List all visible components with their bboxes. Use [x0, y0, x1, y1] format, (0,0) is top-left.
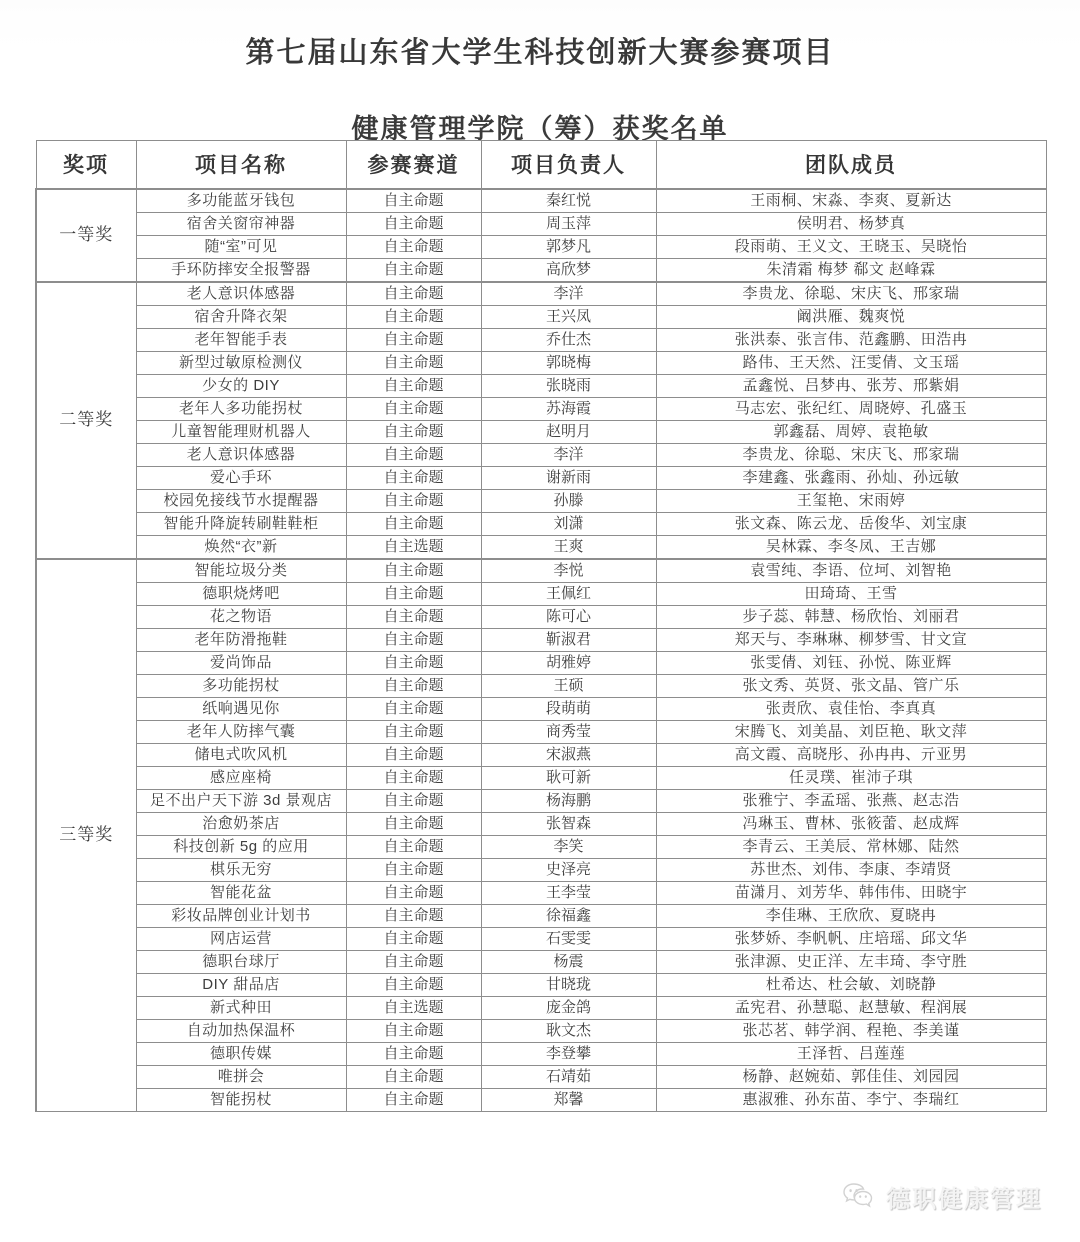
- project-name-cell: 宿舍升降衣架: [136, 305, 346, 328]
- track-cell: 自主命题: [346, 1042, 481, 1065]
- leader-cell: 陈可心: [481, 605, 656, 628]
- leader-cell: 王爽: [481, 535, 656, 559]
- column-header-1: 项目名称: [136, 141, 346, 189]
- project-name-cell: 唯拼会: [136, 1065, 346, 1088]
- members-cell: 吴林霖、李冬凤、王吉娜: [656, 535, 1046, 559]
- leader-cell: 郭梦凡: [481, 235, 656, 258]
- leader-cell: 耿文杰: [481, 1019, 656, 1042]
- leader-cell: 王李莹: [481, 881, 656, 904]
- table-row: [36, 927, 1046, 950]
- project-name-cell: 宿舍关窗帘神器: [136, 212, 346, 235]
- track-cell: 自主命题: [346, 789, 481, 812]
- track-cell: 自主命题: [346, 258, 481, 282]
- members-cell: 郑天与、李琳琳、柳梦雪、甘文宣: [656, 628, 1046, 651]
- track-cell: 自主命题: [346, 720, 481, 743]
- table-row: [36, 466, 1046, 489]
- project-name-cell: 老人意识体感器: [136, 282, 346, 306]
- project-name-cell: 儿童智能理财机器人: [136, 420, 346, 443]
- members-cell: 李贵龙、徐聪、宋庆飞、邢家瑞: [656, 443, 1046, 466]
- members-cell: 孟鑫悦、吕梦冉、张芳、邢紫娟: [656, 374, 1046, 397]
- leader-cell: 史泽亮: [481, 858, 656, 881]
- members-cell: 高文霞、高晓彤、孙冉冉、亓亚男: [656, 743, 1046, 766]
- project-name-cell: 德职台球厅: [136, 950, 346, 973]
- leader-cell: 李洋: [481, 443, 656, 466]
- track-cell: 自主命题: [346, 743, 481, 766]
- table-row: [36, 535, 1046, 559]
- track-cell: 自主命题: [346, 1065, 481, 1088]
- leader-cell: 周玉萍: [481, 212, 656, 235]
- track-cell: 自主命题: [346, 305, 481, 328]
- table-row: [36, 489, 1046, 512]
- track-cell: 自主命题: [346, 812, 481, 835]
- project-name-cell: 自动加热保温杯: [136, 1019, 346, 1042]
- project-name-cell: 智能升降旋转刷鞋鞋柜: [136, 512, 346, 535]
- table-row: [36, 189, 1046, 213]
- project-name-cell: 花之物语: [136, 605, 346, 628]
- table-row: [36, 605, 1046, 628]
- members-cell: 苏世杰、刘伟、李康、李靖贤: [656, 858, 1046, 881]
- track-cell: 自主命题: [346, 973, 481, 996]
- members-cell: 李佳琳、王欣欣、夏晓冉: [656, 904, 1046, 927]
- track-cell: 自主命题: [346, 282, 481, 306]
- members-cell: 李贵龙、徐聪、宋庆飞、邢家瑞: [656, 282, 1046, 306]
- table-row: [36, 651, 1046, 674]
- table-row: [36, 420, 1046, 443]
- members-cell: 侯明君、杨梦真: [656, 212, 1046, 235]
- watermark-text: 德职健康管理: [886, 1186, 1042, 1213]
- track-cell: 自主命题: [346, 328, 481, 351]
- members-cell: 张雅宁、李孟瑶、张燕、赵志浩: [656, 789, 1046, 812]
- award-group-cell: 一等奖: [36, 189, 136, 282]
- project-name-cell: 智能垃圾分类: [136, 559, 346, 583]
- award-group-cell: 二等奖: [36, 282, 136, 559]
- project-name-cell: 随“室”可见: [136, 235, 346, 258]
- project-name-cell: 校园免接线节水提醒器: [136, 489, 346, 512]
- table-row: [36, 328, 1046, 351]
- track-cell: 自主命题: [346, 420, 481, 443]
- members-cell: 郭鑫磊、周婷、袁艳敏: [656, 420, 1046, 443]
- table-row: [36, 397, 1046, 420]
- leader-cell: 郭晓梅: [481, 351, 656, 374]
- track-cell: 自主命题: [346, 927, 481, 950]
- members-cell: 王泽哲、吕莲莲: [656, 1042, 1046, 1065]
- table-row: [36, 996, 1046, 1019]
- table-row: [36, 812, 1046, 835]
- leader-cell: 王佩红: [481, 582, 656, 605]
- leader-cell: 李洋: [481, 282, 656, 306]
- table-row: [36, 235, 1046, 258]
- leader-cell: 段萌萌: [481, 697, 656, 720]
- table-row: [36, 374, 1046, 397]
- members-cell: 李建鑫、张鑫雨、孙灿、孙远敏: [656, 466, 1046, 489]
- table-row: [36, 1019, 1046, 1042]
- track-cell: 自主选题: [346, 535, 481, 559]
- project-name-cell: 德职传媒: [136, 1042, 346, 1065]
- table-row: [36, 697, 1046, 720]
- project-name-cell: DIY 甜品店: [136, 973, 346, 996]
- award-group-cell: 三等奖: [36, 559, 136, 1112]
- leader-cell: 刘潇: [481, 512, 656, 535]
- table-row: [36, 1042, 1046, 1065]
- members-cell: 张芯茗、韩学润、程艳、李美谨: [656, 1019, 1046, 1042]
- project-name-cell: 新式种田: [136, 996, 346, 1019]
- leader-cell: 徐福鑫: [481, 904, 656, 927]
- column-header-4: 团队成员: [656, 141, 1046, 189]
- leader-cell: 宋淑燕: [481, 743, 656, 766]
- leader-cell: 张智森: [481, 812, 656, 835]
- table-row: [36, 1088, 1046, 1111]
- table-row: [36, 1065, 1046, 1088]
- leader-cell: 李笑: [481, 835, 656, 858]
- track-cell: 自主命题: [346, 559, 481, 583]
- track-cell: 自主命题: [346, 950, 481, 973]
- members-cell: 张文森、陈云龙、岳俊华、刘宝康: [656, 512, 1046, 535]
- members-cell: 张洪泰、张言伟、范鑫鹏、田浩冉: [656, 328, 1046, 351]
- project-name-cell: 科技创新 5g 的应用: [136, 835, 346, 858]
- track-cell: 自主命题: [346, 858, 481, 881]
- leader-cell: 杨震: [481, 950, 656, 973]
- column-header-0: 奖项: [36, 141, 136, 189]
- column-header-2: 参赛赛道: [346, 141, 481, 189]
- leader-cell: 高欣梦: [481, 258, 656, 282]
- track-cell: 自主命题: [346, 1019, 481, 1042]
- members-cell: 张责欣、袁佳怡、李真真: [656, 697, 1046, 720]
- leader-cell: 石雯雯: [481, 927, 656, 950]
- project-name-cell: 纸响遇见你: [136, 697, 346, 720]
- leader-cell: 胡雅婷: [481, 651, 656, 674]
- project-name-cell: 老年人防摔气囊: [136, 720, 346, 743]
- members-cell: 朱清霜 梅梦 郗文 赵峰霖: [656, 258, 1046, 282]
- track-cell: 自主命题: [346, 489, 481, 512]
- members-cell: 步子蕊、韩慧、杨欣怡、刘丽君: [656, 605, 1046, 628]
- leader-cell: 杨海鹏: [481, 789, 656, 812]
- track-cell: 自主命题: [346, 374, 481, 397]
- table-row: [36, 559, 1046, 583]
- leader-cell: 秦红悦: [481, 189, 656, 213]
- watermark: [842, 1179, 1042, 1214]
- document-subtitle: 健康管理学院（筹）获奖名单: [351, 114, 729, 144]
- track-cell: 自主命题: [346, 443, 481, 466]
- members-cell: 王玺艳、宋雨婷: [656, 489, 1046, 512]
- leader-cell: 甘晓珑: [481, 973, 656, 996]
- column-header-3: 项目负责人: [481, 141, 656, 189]
- members-cell: 张津源、史正洋、左丰琦、李守胜: [656, 950, 1046, 973]
- members-cell: 孟宪君、孙慧聪、赵慧敏、程润展: [656, 996, 1046, 1019]
- track-cell: 自主命题: [346, 674, 481, 697]
- header-row: [36, 141, 1046, 189]
- track-cell: 自主命题: [346, 1088, 481, 1111]
- table-row: [36, 950, 1046, 973]
- leader-cell: 乔仕杰: [481, 328, 656, 351]
- table-row: [36, 258, 1046, 282]
- track-cell: 自主命题: [346, 628, 481, 651]
- leader-cell: 谢新雨: [481, 466, 656, 489]
- track-cell: 自主选题: [346, 996, 481, 1019]
- members-cell: 惠淑雅、孙东苗、李宁、李瑞红: [656, 1088, 1046, 1111]
- track-cell: 自主命题: [346, 397, 481, 420]
- table-row: [36, 835, 1046, 858]
- track-cell: 自主命题: [346, 766, 481, 789]
- track-cell: 自主命题: [346, 351, 481, 374]
- members-cell: 李青云、王美辰、常林娜、陆然: [656, 835, 1046, 858]
- leader-cell: 庞金鸽: [481, 996, 656, 1019]
- awards-table: [35, 140, 1047, 1112]
- track-cell: 自主命题: [346, 466, 481, 489]
- table-row: [36, 973, 1046, 996]
- leader-cell: 李悦: [481, 559, 656, 583]
- project-name-cell: 手环防摔安全报警器: [136, 258, 346, 282]
- members-cell: 阚洪雁、魏爽悦: [656, 305, 1046, 328]
- project-name-cell: 治愈奶茶店: [136, 812, 346, 835]
- track-cell: 自主命题: [346, 212, 481, 235]
- members-cell: 王雨桐、宋淼、李爽、夏新达: [656, 189, 1046, 213]
- track-cell: 自主命题: [346, 881, 481, 904]
- leader-cell: 石靖茹: [481, 1065, 656, 1088]
- leader-cell: 赵明月: [481, 420, 656, 443]
- awards-table-body: [36, 189, 1046, 1112]
- track-cell: 自主命题: [346, 512, 481, 535]
- members-cell: 宋腾飞、刘美晶、刘臣艳、耿文萍: [656, 720, 1046, 743]
- project-name-cell: 老年人多功能拐杖: [136, 397, 346, 420]
- leader-cell: 张晓雨: [481, 374, 656, 397]
- awards-table-header: [36, 141, 1046, 189]
- leader-cell: 郑馨: [481, 1088, 656, 1111]
- members-cell: 冯琳玉、曹林、张筱蕾、赵成辉: [656, 812, 1046, 835]
- project-name-cell: 足不出户天下游 3d 景观店: [136, 789, 346, 812]
- project-name-cell: 老人意识体感器: [136, 443, 346, 466]
- project-name-cell: 智能花盆: [136, 881, 346, 904]
- members-cell: 段雨萌、王义文、王晓玉、吴晓怡: [656, 235, 1046, 258]
- project-name-cell: 网店运营: [136, 927, 346, 950]
- project-name-cell: 感应座椅: [136, 766, 346, 789]
- members-cell: 张文秀、英贤、张文晶、管广乐: [656, 674, 1046, 697]
- leader-cell: 耿可新: [481, 766, 656, 789]
- wechat-chat-bubbles-icon: [842, 1182, 876, 1212]
- project-name-cell: 棋乐无穷: [136, 858, 346, 881]
- table-row: [36, 674, 1046, 697]
- project-name-cell: 爱尚饰品: [136, 651, 346, 674]
- project-name-cell: 少女的 DIY: [136, 374, 346, 397]
- table-row: [36, 443, 1046, 466]
- leader-cell: 王硕: [481, 674, 656, 697]
- members-cell: 张雯倩、刘钰、孙悦、陈亚辉: [656, 651, 1046, 674]
- track-cell: 自主命题: [346, 835, 481, 858]
- members-cell: 路伟、王天然、汪雯倩、文玉瑶: [656, 351, 1046, 374]
- table-row: [36, 789, 1046, 812]
- project-name-cell: 老年防滑拖鞋: [136, 628, 346, 651]
- project-name-cell: 老年智能手表: [136, 328, 346, 351]
- table-row: [36, 212, 1046, 235]
- leader-cell: 李登攀: [481, 1042, 656, 1065]
- project-name-cell: 彩妆品牌创业计划书: [136, 904, 346, 927]
- track-cell: 自主命题: [346, 235, 481, 258]
- members-cell: 马志宏、张纪红、周晓婷、孔盛玉: [656, 397, 1046, 420]
- table-row: [36, 904, 1046, 927]
- project-name-cell: 多功能蓝牙钱包: [136, 189, 346, 213]
- leader-cell: 孙滕: [481, 489, 656, 512]
- table-row: [36, 282, 1046, 306]
- track-cell: 自主命题: [346, 651, 481, 674]
- table-row: [36, 766, 1046, 789]
- table-row: [36, 512, 1046, 535]
- table-row: [36, 305, 1046, 328]
- document-title: 第七届山东省大学生科技创新大赛参赛项目: [245, 37, 835, 69]
- members-cell: 苗潇月、刘芳华、韩伟伟、田晓宇: [656, 881, 1046, 904]
- leader-cell: 商秀莹: [481, 720, 656, 743]
- leader-cell: 苏海霞: [481, 397, 656, 420]
- track-cell: 自主命题: [346, 605, 481, 628]
- table-row: [36, 351, 1046, 374]
- track-cell: 自主命题: [346, 582, 481, 605]
- members-cell: 杨静、赵婉茹、郭佳佳、刘园园: [656, 1065, 1046, 1088]
- project-name-cell: 智能拐杖: [136, 1088, 346, 1111]
- table-row: [36, 628, 1046, 651]
- project-name-cell: 爱心手环: [136, 466, 346, 489]
- members-cell: 田琦琦、王雪: [656, 582, 1046, 605]
- members-cell: 任灵璞、崔沛子琪: [656, 766, 1046, 789]
- project-name-cell: 多功能拐杖: [136, 674, 346, 697]
- table-row: [36, 881, 1046, 904]
- leader-cell: 靳淑君: [481, 628, 656, 651]
- members-cell: 张梦娇、李帆帆、庄培瑶、邱文华: [656, 927, 1046, 950]
- table-row: [36, 582, 1046, 605]
- leader-cell: 王兴凤: [481, 305, 656, 328]
- project-name-cell: 储电式吹风机: [136, 743, 346, 766]
- table-row: [36, 743, 1046, 766]
- project-name-cell: 德职烧烤吧: [136, 582, 346, 605]
- members-cell: 杜希达、杜会敏、刘晓静: [656, 973, 1046, 996]
- table-row: [36, 720, 1046, 743]
- table-row: [36, 858, 1046, 881]
- track-cell: 自主命题: [346, 697, 481, 720]
- project-name-cell: 焕然“衣”新: [136, 535, 346, 559]
- members-cell: 袁雪纯、李语、位坷、刘智艳: [656, 559, 1046, 583]
- project-name-cell: 新型过敏原检测仪: [136, 351, 346, 374]
- track-cell: 自主命题: [346, 189, 481, 213]
- track-cell: 自主命题: [346, 904, 481, 927]
